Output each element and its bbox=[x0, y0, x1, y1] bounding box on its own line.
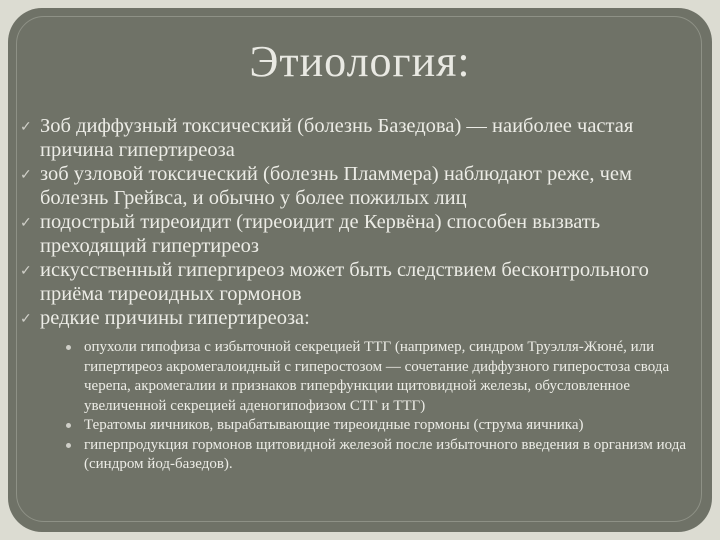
sub-bullet-list bbox=[20, 338, 700, 475]
dot-icon bbox=[66, 345, 71, 350]
bullet-text: зоб узловой токсический (болезнь Пламмера) наблюдают реже, чем болезнь Грейвса, и обычно у более пожилых лиц bbox=[40, 163, 632, 209]
bullet-text: Зоб диффузный токсический (болезнь Базедова) — наиболее частая причина гипертиреоза bbox=[40, 115, 634, 161]
slide-title: Этиология: bbox=[249, 37, 471, 86]
bullet-text: редкие причины гипертиреоза: bbox=[40, 307, 310, 329]
bullet-item bbox=[20, 210, 700, 258]
sub-bullet-text: Тератомы яичников, вырабатывающие тиреоидные гормоны (струма яичника) bbox=[84, 417, 584, 433]
bullet-content bbox=[20, 114, 700, 475]
sub-bullet-text: гиперпродукция гормонов щитовидной железой после избыточного введения в организм иода (синдром йод-базедов). bbox=[84, 436, 686, 472]
sub-bullet-item bbox=[66, 436, 700, 475]
bullet-item bbox=[20, 114, 700, 162]
bullet-item bbox=[20, 258, 700, 306]
sub-bullet-text: опухоли гипофиза с избыточной секрецией ТТГ (например, синдром Труэлля-Жюнé, или гипертиреоз акромегалоидный с гиперостозом — сочетание диффузного гиперостоза свода черепа, акромегалии и признаков гиперфункции щитовидной железы, обусловленное увеличенной секрецией аденогипофизом СТГ и ТТГ) bbox=[84, 339, 670, 414]
bullet-item bbox=[20, 306, 700, 330]
dot-icon bbox=[66, 423, 71, 428]
checkmark-icon: ✓ bbox=[20, 312, 32, 327]
checkmark-icon: ✓ bbox=[20, 216, 32, 231]
dot-icon bbox=[66, 443, 71, 448]
bullet-text: подострый тиреоидит (тиреоидит де Кервёна) способен вызвать преходящий гипертиреоз bbox=[40, 211, 601, 257]
checkmark-icon: ✓ bbox=[20, 264, 32, 279]
checkmark-icon: ✓ bbox=[20, 168, 32, 183]
bullet-text: искусственный гипергиреоз может быть следствием бесконтрольного приёма тиреоидных гормонов bbox=[40, 259, 649, 305]
bullet-item bbox=[20, 162, 700, 210]
sub-bullet-item bbox=[66, 338, 700, 416]
sub-bullet-item bbox=[66, 416, 700, 436]
checkmark-icon: ✓ bbox=[20, 120, 32, 135]
